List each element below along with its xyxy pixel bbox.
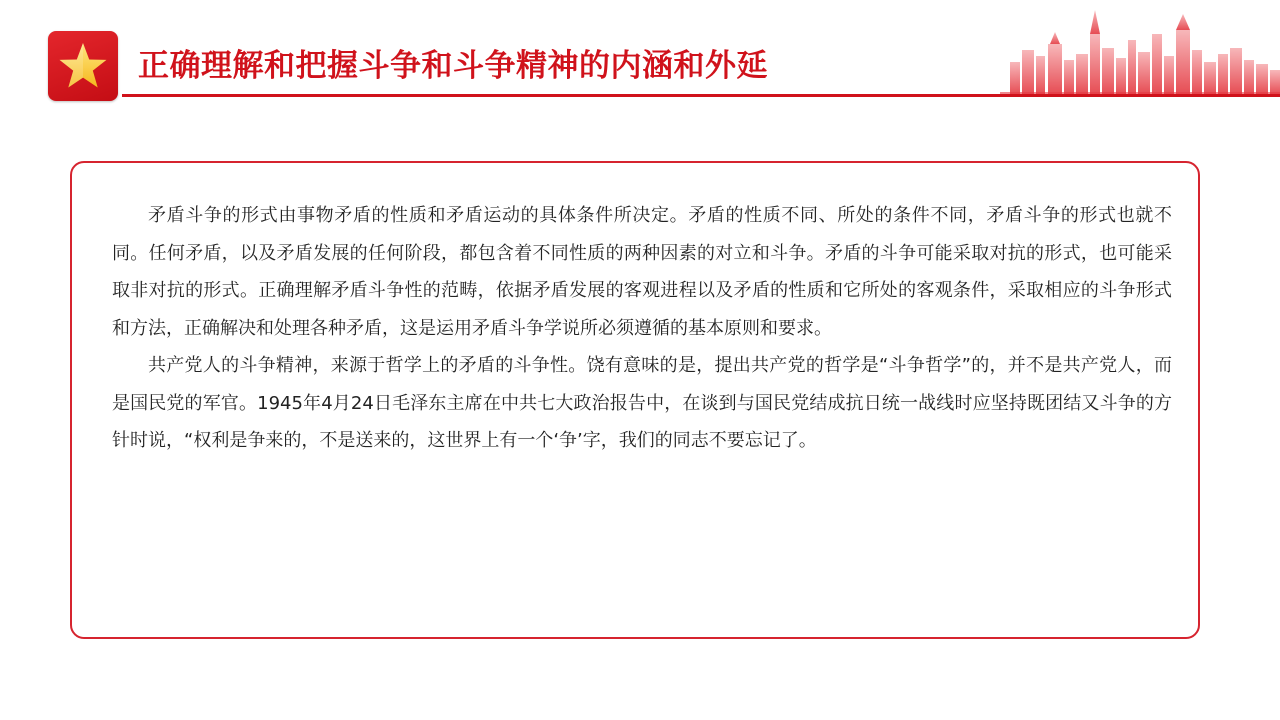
- star-badge: [48, 31, 118, 101]
- content-card: [70, 161, 1200, 639]
- city-skyline-icon: [1000, 4, 1280, 96]
- paragraph: 矛盾斗争的形式由事物矛盾的性质和矛盾运动的具体条件所决定。矛盾的性质不同、所处的条件不同，矛盾斗争的形式也就不同。任何矛盾，以及矛盾发展的任何阶段，都包含着不同性质的两种因素的对立和斗争。矛盾的斗争可能采取对抗的形式，也可能采取非对抗的形式。正确理解矛盾斗争性的范畴，依据矛盾发展的客观进程以及矛盾的性质和它所处的客观条件，采取相应的斗争形式和方法，正确解决和处理各种矛盾，这是运用矛盾斗争学说所必须遵循的基本原则和要求。: [112, 205, 1172, 339]
- paragraph: 共产党人的斗争精神，来源于哲学上的矛盾的斗争性。饶有意味的是，提出共产党的哲学是“斗争哲学”的，并不是共产党人，而是国民党的军官。1945年4月24日毛泽东主席在中共七大政治报告中，在谈到与国民党结成抗日统一战线时应坚持既团结又斗争的方针时说，“权利是争来的，不是送来的，这世界上有一个‘争’字，我们的同志不要忘记了。: [112, 355, 1172, 451]
- page-title: 正确理解和把握斗争和斗争精神的内涵和外延: [138, 48, 768, 84]
- content-text: [112, 197, 1172, 460]
- star-icon: [48, 31, 118, 101]
